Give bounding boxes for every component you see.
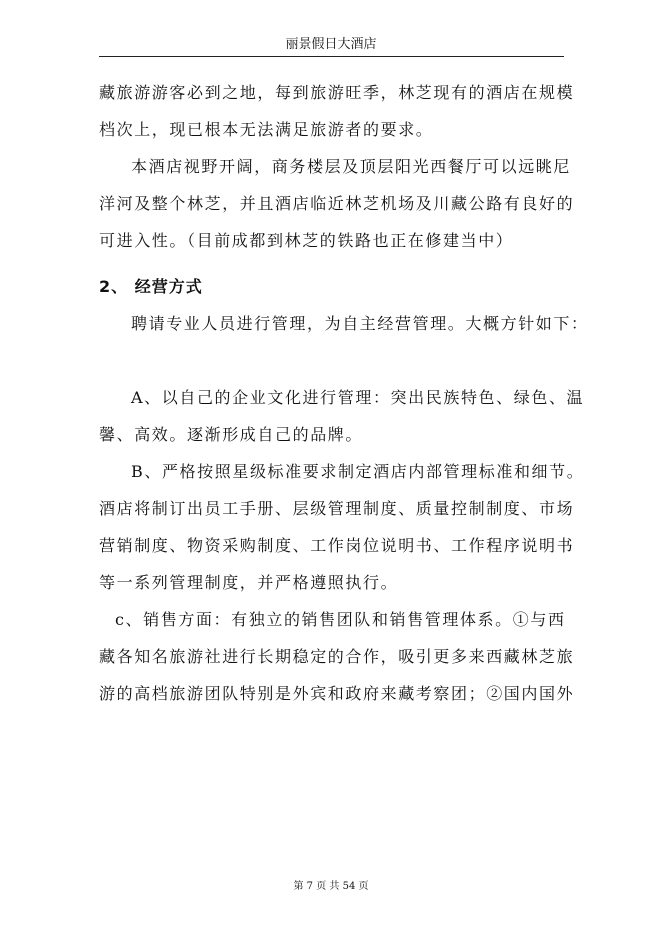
body-line: 等一系列管理制度，并严格遵照执行。 (99, 573, 399, 592)
section-heading: 2、 经营方式 (99, 277, 203, 296)
body-line: 游的高档旅游团队特别是外宾和政府来藏考察团；②国内国外 (99, 684, 575, 703)
body-line: 馨、高效。逐渐形成自己的品牌。 (99, 425, 364, 444)
page-header: 丽景假日大酒店 (285, 37, 377, 52)
document-body (99, 74, 589, 712)
body-line: 营销制度、物资采购制度、工作岗位说明书、工作程序说明书 (99, 536, 575, 555)
body-line: 可进入性。（目前成都到林芝的铁路也正在修建当中） (99, 231, 514, 250)
body-line: 档次上，现已根本无法满足旅游者的要求。 (99, 120, 434, 139)
body-line: 聘请专业人员进行管理，为自主经营管理。大概方针如下： (131, 314, 589, 333)
body-line: c、销售方面：有独立的销售团队和销售管理体系。①与西 (115, 610, 566, 629)
blank-gap (99, 342, 569, 379)
body-line: A、以自己的企业文化进行管理：突出民族特色、绿色、温 (131, 388, 585, 407)
body-line: 酒店将制订出员工手册、层级管理制度、质量控制制度、市场 (99, 499, 575, 518)
header-divider (99, 56, 564, 57)
body-line: 洋河及整个林芝，并且酒店临近林芝机场及川藏公路有良好的 (99, 194, 575, 213)
body-line: 本酒店视野开阔，商务楼层及顶层阳光西餐厅可以远眺尼 (131, 157, 572, 176)
page-number-footer: 第 7 页 共 54 页 (293, 881, 369, 892)
body-line: B、严格按照星级标准要求制定酒店内部管理标准和细节。 (131, 462, 585, 481)
body-line: 藏各知名旅游社进行长期稳定的合作，吸引更多来西藏林芝旅 (99, 647, 575, 666)
body-line: 藏旅游游客必到之地，每到旅游旺季，林芝现有的酒店在规模 (99, 83, 575, 102)
